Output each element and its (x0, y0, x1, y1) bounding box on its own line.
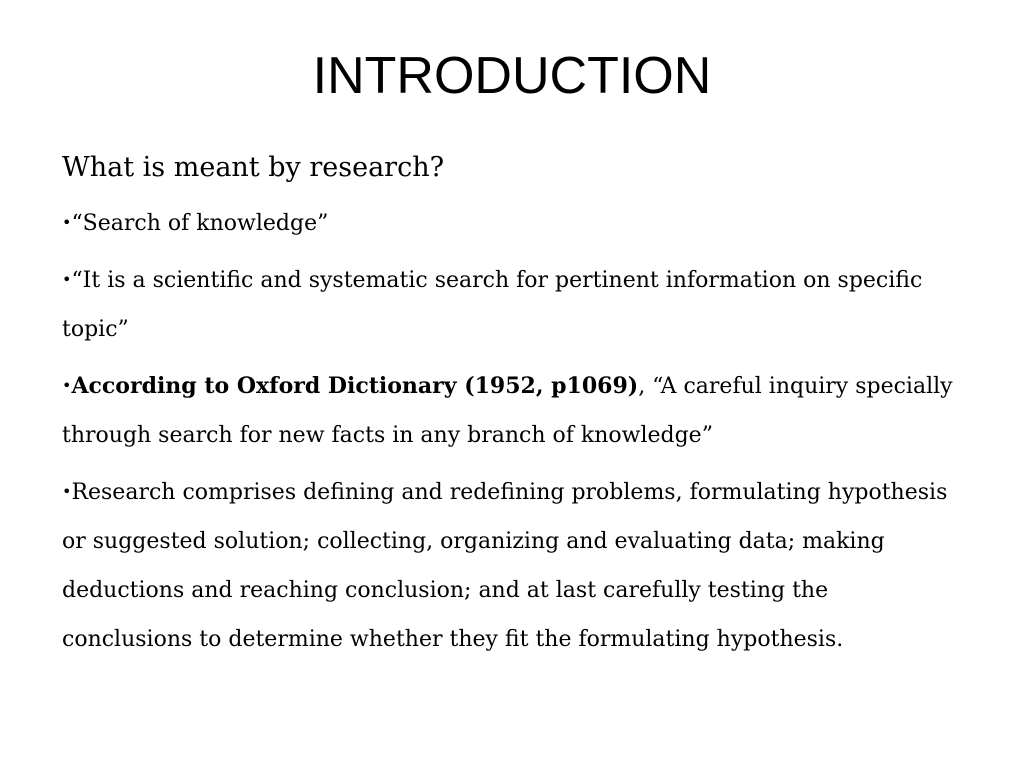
slide-body (62, 144, 962, 671)
bullet-text: Research comprises defining and redefining problems, formulating hypothesis or suggested solution; collecting, organizing and evaluating data; making deductions and reaching conclusion; and at last carefully testing the conclusions to determine whether they fit the formulating hypothesis. (62, 480, 948, 652)
bullet-text: “It is a scientific and systematic search for pertinent information on specific topic” (62, 268, 923, 342)
bullet-icon: • (62, 482, 72, 501)
bullet-icon: • (62, 376, 72, 395)
bullet-icon: • (62, 270, 72, 289)
slide-title: INTRODUCTION (312, 47, 712, 105)
question-heading: What is meant by research? (62, 152, 445, 183)
bullet-item-1 (62, 198, 962, 248)
bullet-text: , “A careful inquiry specially through search for new facts in any branch of knowledge” (62, 374, 953, 448)
bullet-item-4 (62, 467, 962, 664)
bullet-text: “Search of knowledge” (71, 211, 329, 236)
bullet-item-3 (62, 361, 962, 460)
bullet-item-2 (62, 255, 962, 354)
bullet-icon: • (62, 213, 72, 232)
citation-source: According to Oxford Dictionary (1952, p1069) (71, 373, 639, 399)
